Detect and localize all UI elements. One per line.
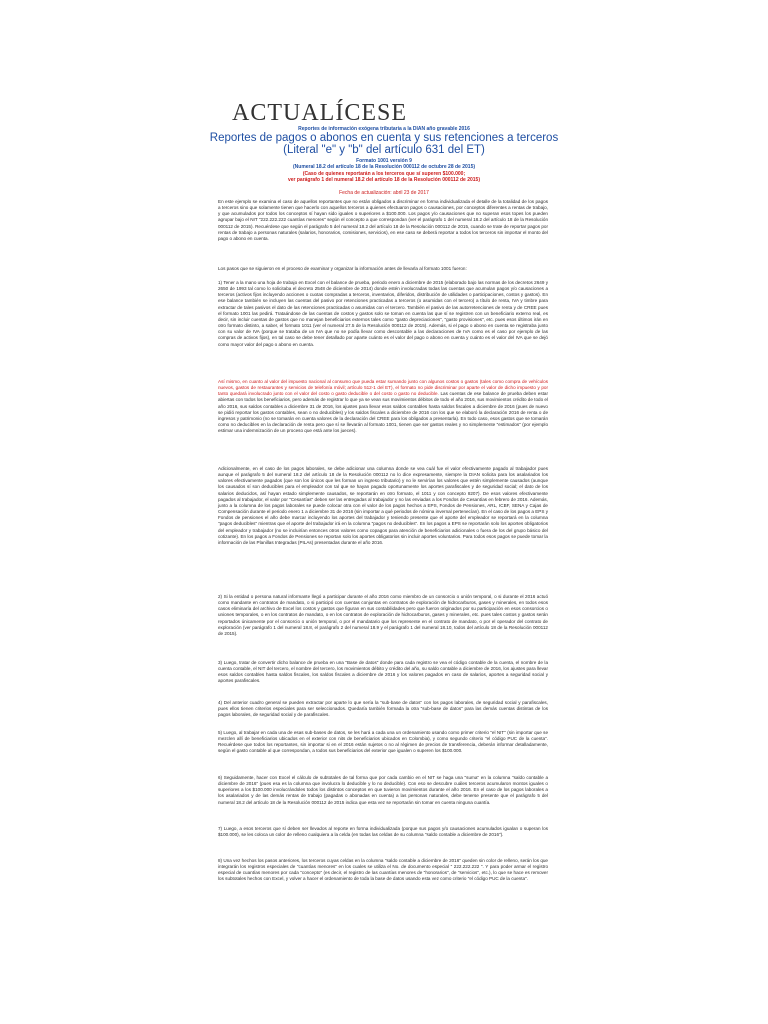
- labor-payments-paragraph: Adicionalmente, en el caso de los pagos laborales, se debe adicionar una columna donde se vea cuál fue el valor efectivamente pagado al trabajador pues aunque el parágrafo 5 del numeral 18.2 del artículo 18 de la Resolución 000112 no lo dice expresamente, siempre la DIAN solicita para los asalariados los valores efectivamente pagados (que son los únicos que les forman un ingreso tributario) y no le servirían los valores que estén simplemente causados (aunque los causados sí son deducibles para el empleador con tal que se hayan pagado oportunamente los aportes parafiscales y de seguridad social; el dato de los salarios deducidos, así hayan estado simplemente causados, se reportarán en otro formato, el 1011 y con concepto 8207). De esos valores efectivamente pagados al trabajador, el valor por "Cesantías" deben ser las entregadas al trabajador y no las enviadas a los Fondos de Cesantías en febrero de 2016. Además, junto a la columna de los pagos laborales se puede colocar otra con el valor de los pagos hechos a EPS, Fondos de Pensiones, ARL, ICBF, SENA y Cajas de Compensación durante el periodo enero 1 a diciembre 31 de 2016 (sin importar a qué periodos de nómina invernal pertenecían). En el caso de los pagos a EPS y Fondos de pensiones el año debe marcar incluyendo los aportes del trabajador y teniendo presente que el aporte del empleador se reportará en la columna "pagos deducibles" mientras que el aporte del trabajador irá en la columna "pagos no deducibles". En los pagos a EPS se reportarán solo los aportes obligatorios del empleador y trabajador (no se incluirían entonces otros valores como copagos para atención de beneficiarios adicionales o fuera de los del grupo básico del cotizante). En los pagos a Fondos de Pensiones se reportan solo los aportes obligatorios sin incluir aportes voluntarios. Para todos esos pagos se puede tomar la información de las Planillas Integradas (PILAs) presentadas durante el año 2016.: [218, 466, 548, 545]
- report-subtitle: Reportes de información exógena tributaria a la DIAN año gravable 2016: [298, 126, 470, 132]
- step-4-paragraph: 4) Del anterior cuadro general se pueden extractar por aparte lo que sería la "sub-base de datos" con los pagos laborales, de seguridad social y parafiscales, pues ellos tienen criterios especiales para ser seleccionados. Quedaría también formada la otra "sub-base de datos" para las demás cuentas distintas de los pagos laborales, de seguridad social y de parafiscales.: [218, 700, 548, 718]
- update-date: Fecha de actualización: abril 23 de 2017: [339, 190, 429, 196]
- consumption-tax-text: Las cuentas de ese balance de prueba deben estar abiertas con todos los beneficiarios, pero además de registrar lo que ya se vean sus movimientos débitos de todo el año 2016, sus movimientos crédito de todo el año 2016, sus saldos contables a diciembre 31 de 2016, los ajustes para llevar esos saldos contables hasta saldos fiscales a diciembre de 2016 (pues de nuevo se pidió reportar los gastos contables, sean o no deducibles) y los saldos fiscales a diciembre de 2016 con los que se elaboró la declaración 2016 de renta o de ingresos y patrimonio (no se tomarán en cuenta valores de la declaración del CREE para los obligados a presentarla). En todo caso, esos gastos que se tomarán como no deducibles en la declaración de renta pero que sí se llevarán al formato 1001, tienen que ser gastos reales y no simplemente "estimados" (por ejemplo estimar una indemnización de un proceso que está ante los jueces).: [218, 391, 548, 434]
- step-3-paragraph: 3) Luego, tratar de convertir dicho balance de prueba en una "Base de datos" donde para cada registro se vea el código contable de la cuenta, el nombre de la cuenta contable, el NIT del tercero, el nombre del tercero, los movimientos débito y crédito del año, su saldo contable a diciembre de 2016, los ajustes para llevar esos saldos contables hasta saldos fiscales, los saldos fiscales a diciembre de 2016 y los valores pagados en caso de salarios, aportes a seguridad social y aportes parafiscales.: [218, 660, 548, 684]
- case-note-line-2: ver parágrafo 1 del numeral 18.2 del artículo 18 de la Resolución 000112 de 2015): [287, 177, 481, 184]
- document-title: [200, 132, 568, 156]
- step-8-paragraph: 8) Una vez hechos los pasos anteriores, los terceros cuyas celdas en la columna "saldo contable a diciembre de 2016" queden sin color de relleno, serán los que integrarán los registros especiales de "cuantías menores" en los cuales se utiliza el No. de documento especial " 222.222.222 ". Y para poder armar el registro especial de cuantías menores por cada "concepto" (es decir, el registro de las cuantías menores de "honorarios", de "servicios", etc.), lo que se hace es remover los subtotales hechos con Excel, y volver a hacer el ordenamiento de toda la base de datos usando esta vez como criterio "el código PUC de la cuenta".: [218, 858, 548, 882]
- form-reference: [200, 158, 568, 170]
- step-1-paragraph: 1) Tener a la mano una hoja de trabajo en Excel con el balance de prueba, periodo enero a diciembre de 2015 (elaborado bajo las normas de los decretos 2649 y 2650 de 1993 tal como lo solicitaba el decreto 2548 de diciembre de 2014) donde estén involucradas todas las cuentas que acumulan pagos y/o causaciones a terceros (activos fijos incluyendo acciones o cuotas compradas a terceros, inventarios, diferidos, distribución de utilidades o participaciones, costos y gastos). En ese balance también se incluyen las cuentas del pasivo por retenciones practicadas a terceros (o asumidas con el tercero) a título de renta, IVA y timbre para extractar de tales pasivos el dato de las retenciones practicadas o asumidas con el tercero. También el pasivo de las autorretenciones de renta y de CREE pues el formato 1001 las pedirá. Trataándose de las cuentas de costos y gastos solo se toman en cuenta las que sí se registren con un beneficiario externo real, es decir, sin incluir cuentas de gastos que no manejan beneficiarios externos tales como "gasto depreciaciones", "gasto provisiones", etc. pues esos últimos irán en otro formato distinto, a saber, el formato 1011 (ver el numeral 27.5 de la Resolución 000112 de 2015). Además, si el pago o abono en cuenta se registraba junto con su valor de IVA (porque se trataba de un IVA que no se podía llevar como descontable a las declaraciones de IVA como es el caso por ejemplo de las compras de activos fijos), en tal caso se debe tener detallado por aparte cuánto es el valor del pago o abono en cuenta y cuánto es el valor del IVA que se dejó como mayor valor del pago o abono en cuenta.: [218, 280, 548, 347]
- title-line-2: (Literal "e" y "b" del artículo 631 del ET): [283, 144, 485, 156]
- step-6-paragraph: 6) Seguidamente, hacer con Excel el cálculo de subtotales de tal forma que por cada cambio en el NIT se haga una "suma" en la columna "saldo contable a diciembre de 2016" (pues esa es la columna que involucra lo deducible y lo no deducible). Con eso se descubre cuáles terceros acumularon montos iguales o superiores a los $100.000 involucrándoles todos los distintos conceptos en que tuvieron movimientos durante el año 2016. En el caso de los pagos laborales a los asalariados y de las demás rentas de trabajo (pagadas o abonadas en cuenta) a las personas naturales, debe tenerse presente que el parágrafo 5 del numeral 18.2 del artículo 18 de la Resolución 000112 de 2015 indica que esta vez se reportarán sin tomar en cuenta ninguna cuantía.: [218, 775, 548, 805]
- case-note: [200, 171, 568, 183]
- step-2-paragraph: 2) Si la entidad o persona natural informante llegó a participar durante el año 2016 como miembro de un consorcio o unión temporal, o si durante el 2016 actuó como mandante en contratos de mandato, o si participó con cuentas conjuntas en contratos de exploración de hidrocarburos, gases y minerales, en todos esos casos eliminaría del archivo de Excel los costos y gastos que figuran en sus contabilidades pero que fueron originados por su participación en esos consorcios o uniones temporales, o en los contratos de mandato, o en los contratos de exploración de hidrocarburos, gases y minerales, etc. pues tales costos y gastos serán reportados únicamente por el consorcio o unión temporal, o por el mandatario que los represente en el contrato de mandato, o por el operador del contrato de exploración (ver parágrafo 1 del numeral 18.8, el parágrafo 2 del numeral 18.9 y el parágrafo 1 del numeral 18.10, todos del artículo 18 de la Resolución 000112 de 2015).: [218, 594, 548, 636]
- step-5-paragraph: 5) Luego, al trabajar en cada una de esas sub-bases de datos, se les hará a cada una un ordenamiento usando como primer criterio "el NIT" (sin importar que se mezclen allí de beneficiarios ubicados en el exterior con nits de beneficiarios ubicados en Colombia), y como segundo criterio "el código PUC de la cuenta". Recuérdese que todos los reportantes, sin importar si en el 2016 están sujetos o no al régimen de precios de transferencia, deberán informar detalladamente, según el gasto contable al que correspondan, a todos sus beneficiarios del exterior que igualen o superen los $100.000.: [218, 730, 548, 754]
- form-line-1: Formato 1001 versión 9: [356, 158, 412, 164]
- form-line-2: (Numeral 18.2 del artículo 18 de la Resolución 000112 de octubre 28 de 2015): [292, 164, 476, 171]
- consumption-tax-highlight: Así mismo, en cuanto al valor del impuesto nacional al consumo que pueda estar sumando junto con algunos costos o gastos (tales como compra de vehículos nuevos, gastos de restaurantes y servicios de telefonía móvil; artículo 512-1 del ET), el formato no pide discriminar por aparte el valor de dicho impuesto y por tanto quedará involucrado junto con el valor del costo o gasto deducible o del costo o gasto no deducible.: [218, 379, 548, 397]
- case-note-line-1: (Caso de quienes reportarán a los terceros que sí superen $100.000;: [302, 171, 466, 177]
- steps-intro-paragraph: Los pasos que se siguieron en el proceso de examinar y organizar la información antes de llevarla al formato 1001 fueron:: [218, 266, 467, 271]
- step-7-paragraph: 7) Luego, a esos terceros que sí deben ser llevados al reporte en forma individualizada (porque sus pagos y/o causaciones acumulados igualan o superan los $100.000), se les coloca un color de relleno cualquiera a la celda (en todas las celdas de su columna "saldo contable a diciembre de 2016").: [218, 826, 548, 838]
- title-line-1: Reportes de pagos o abonos en cuenta y sus retenciones a terceros: [209, 132, 559, 144]
- intro-paragraph: En este ejemplo se examina el caso de aquellos reportantes que no están obligados a discriminar en forma individualizada el detalle de la totalidad de los pagos a terceros sino que solamente tienen que hacerlo con aquellos terceros a quienes efectuaron pagos o causaciones, por conceptos diferentes a rentas de trabajo, y que acumulados por todos los conceptos sí hayan sido iguales o superiores a $100.000. Los pagos y/o causaciones que no superan esos topes los pueden agrupar bajo el NIT "222.222.222 cuantías menores" según el concepto a que correspondan (ver el parágrafo 1 del numeral 18.2 del artículo 18 de la Resolución 000112 de 2015). Recuérdese que según el parágrafo 5 del numeral 18.2 del artículo 18 de la Resolución 000112 de 2015, cuando se trate de reportar pagos por rentas de trabajo a personas naturales (salarios, honorarios, comisiones, servicios), en ese caso se deberá reportar a todos los terceros sin importar el monto del pago o abono en cuenta.: [218, 199, 548, 241]
- actualicese-logo: ACTUALÍCESE: [232, 100, 407, 126]
- consumption-tax-paragraph: [218, 379, 548, 434]
